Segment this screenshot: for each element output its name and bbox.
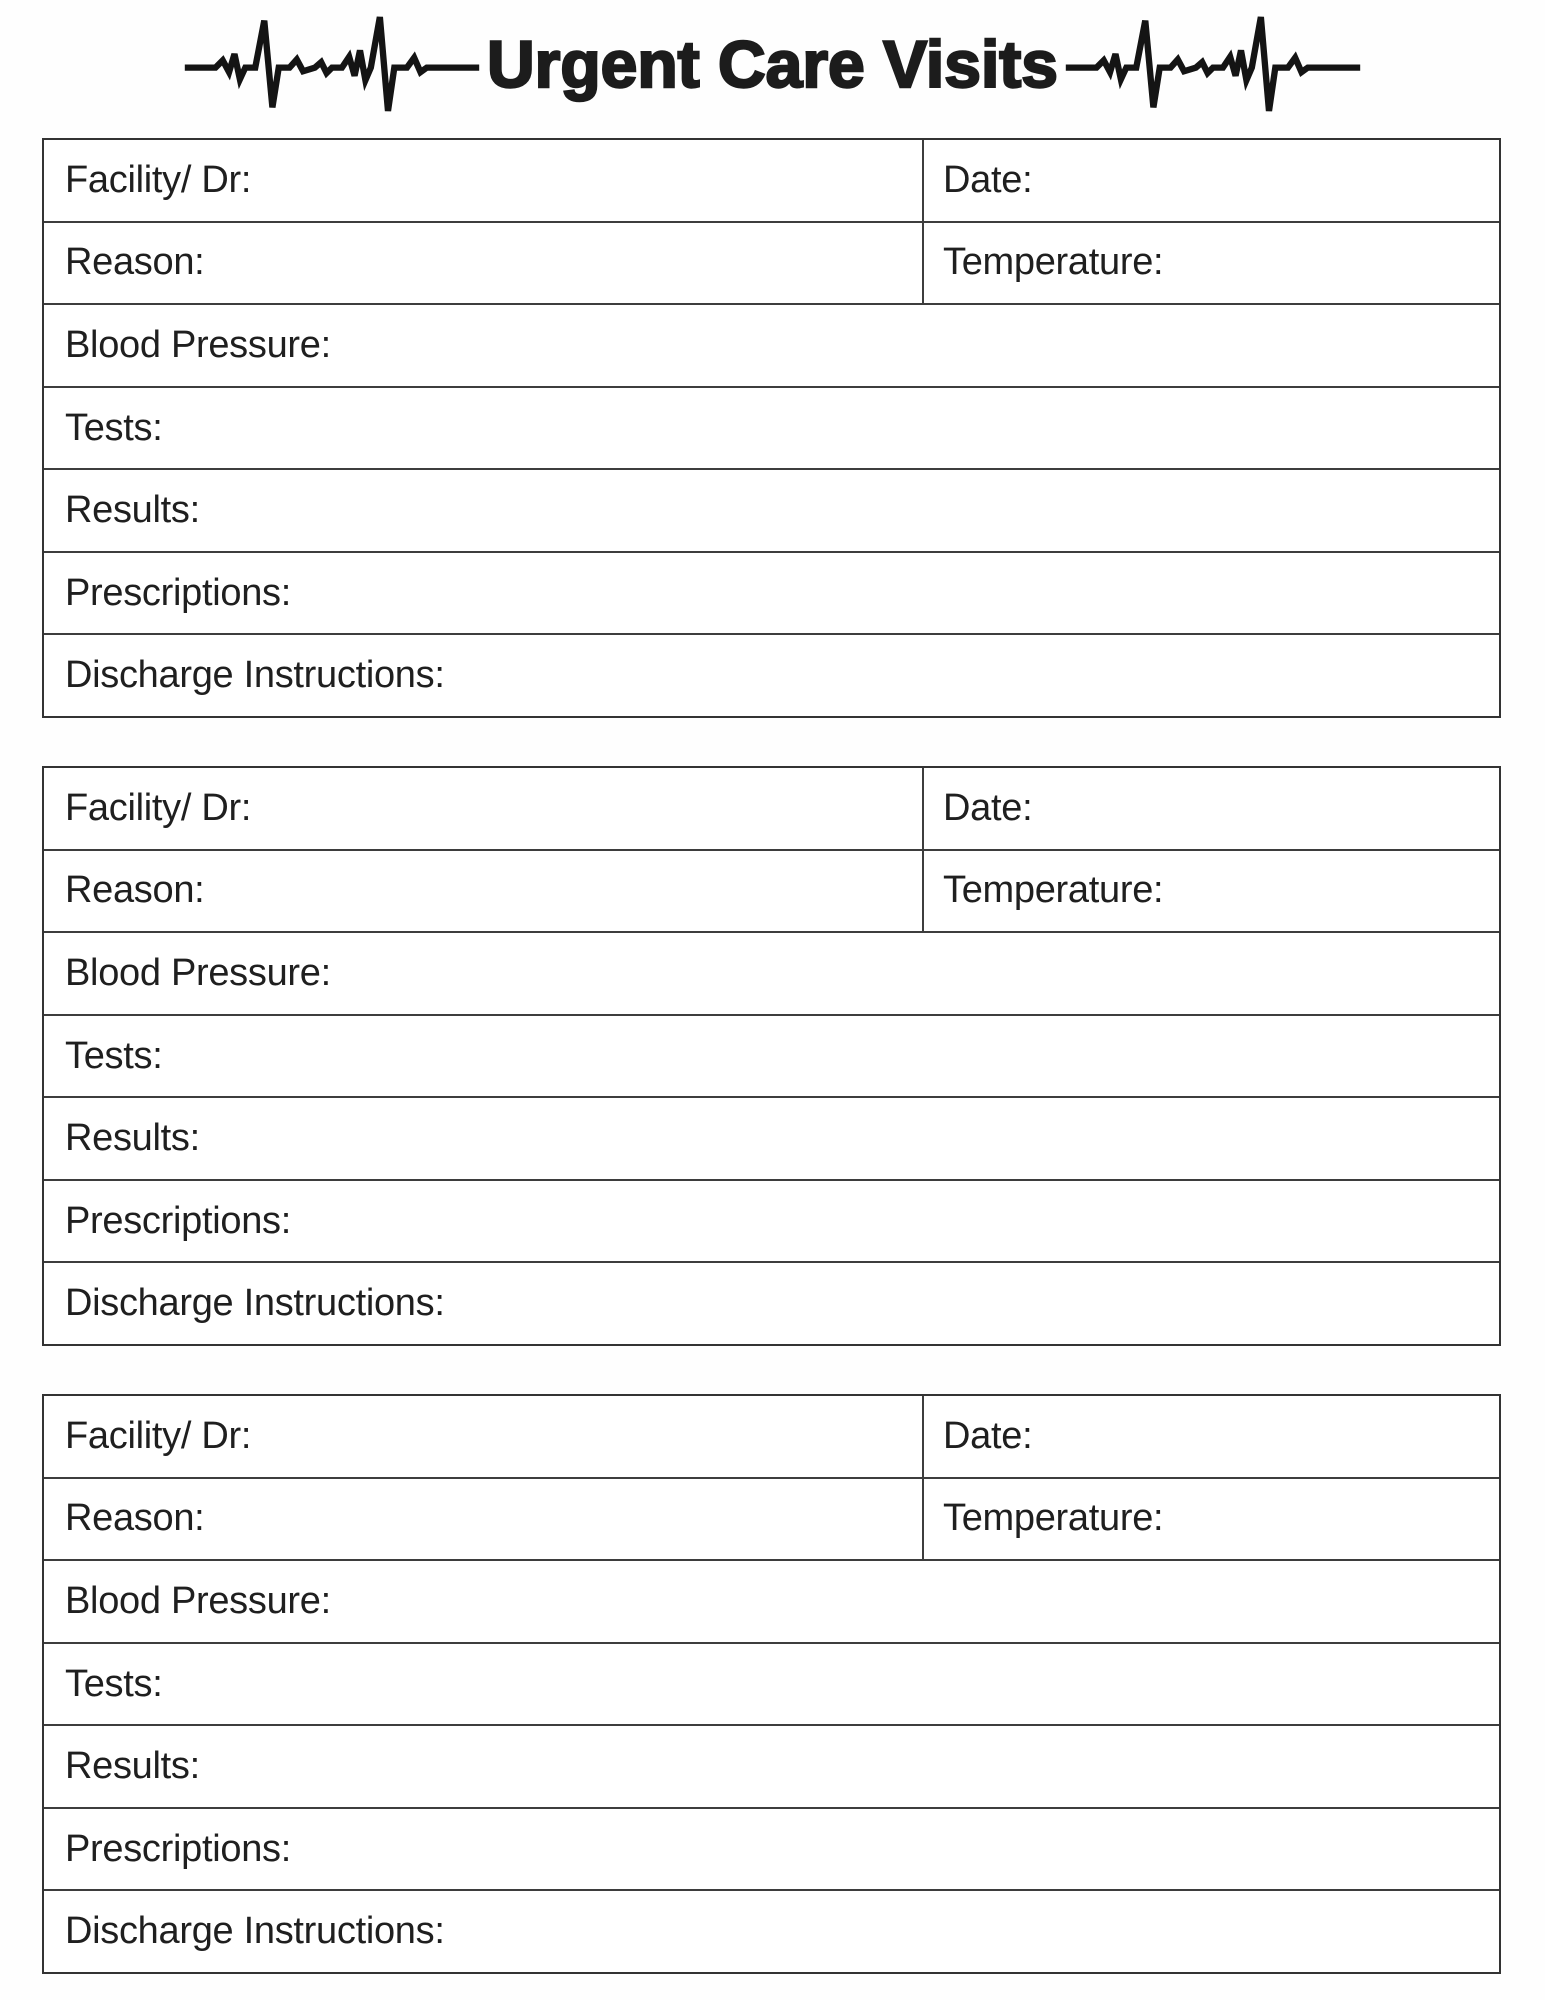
temperature-label: Temperature:: [943, 1497, 1164, 1540]
facility-cell: [44, 140, 922, 221]
discharge-instructions-fill-area: [445, 1303, 1489, 1304]
ekg-heartbeat-icon: [1064, 8, 1362, 120]
reason-cell: [44, 851, 922, 932]
tests-cell: [44, 1644, 1499, 1725]
temperature-cell: [922, 223, 1499, 304]
temperature-label: Temperature:: [943, 869, 1164, 912]
blood-pressure-fill-area: [331, 973, 1489, 974]
row-prescriptions: [44, 1807, 1499, 1890]
results-label: Results:: [65, 489, 200, 532]
discharge-instructions-cell: [44, 1263, 1499, 1344]
row-prescriptions: [44, 1179, 1499, 1262]
results-cell: [44, 470, 1499, 551]
results-cell: [44, 1726, 1499, 1807]
row-results: [44, 468, 1499, 551]
temperature-cell: [922, 1479, 1499, 1560]
facility-cell: [44, 768, 922, 849]
results-fill-area: [200, 1138, 1489, 1139]
discharge-instructions-cell: [44, 1891, 1499, 1972]
prescriptions-cell: [44, 553, 1499, 634]
visit-entry-table-3: [42, 1394, 1501, 1974]
date-cell: [922, 768, 1499, 849]
tests-fill-area: [162, 1684, 1489, 1685]
reason-fill-area: [204, 262, 912, 263]
blood-pressure-label: Blood Pressure:: [65, 1579, 331, 1622]
row-prescriptions: [44, 551, 1499, 634]
date-label: Date:: [943, 786, 1033, 829]
page-title: Urgent Care Visits: [487, 27, 1058, 101]
facility-label: Facility/ Dr:: [65, 786, 252, 829]
facility-fill-area: [251, 1436, 912, 1437]
facility-fill-area: [251, 180, 912, 181]
reason-label: Reason:: [65, 1497, 205, 1540]
tests-fill-area: [162, 428, 1489, 429]
discharge-instructions-label: Discharge Instructions:: [65, 654, 445, 697]
tests-label: Tests:: [65, 406, 163, 449]
row-reason-temperature: [44, 221, 1499, 304]
reason-fill-area: [204, 1518, 912, 1519]
prescriptions-label: Prescriptions:: [65, 1199, 291, 1242]
tests-fill-area: [162, 1056, 1489, 1057]
date-cell: [922, 1396, 1499, 1477]
row-facility-date: [44, 140, 1499, 221]
temperature-cell: [922, 851, 1499, 932]
reason-cell: [44, 1479, 922, 1560]
date-fill-area: [1032, 180, 1489, 181]
discharge-instructions-label: Discharge Instructions:: [65, 1910, 445, 1953]
discharge-instructions-fill-area: [445, 675, 1489, 676]
row-reason-temperature: [44, 1477, 1499, 1560]
blood-pressure-label: Blood Pressure:: [65, 951, 331, 994]
temperature-label: Temperature:: [943, 241, 1164, 284]
row-discharge-instructions: [44, 1889, 1499, 1972]
date-fill-area: [1032, 808, 1489, 809]
prescriptions-cell: [44, 1181, 1499, 1262]
prescriptions-cell: [44, 1809, 1499, 1890]
facility-label: Facility/ Dr:: [65, 158, 252, 201]
date-fill-area: [1032, 1436, 1489, 1437]
row-results: [44, 1724, 1499, 1807]
tests-cell: [44, 1016, 1499, 1097]
facility-cell: [44, 1396, 922, 1477]
row-tests: [44, 1642, 1499, 1725]
prescriptions-fill-area: [291, 593, 1489, 594]
blood-pressure-label: Blood Pressure:: [65, 323, 331, 366]
discharge-instructions-fill-area: [445, 1931, 1489, 1932]
prescriptions-fill-area: [291, 1221, 1489, 1222]
tests-label: Tests:: [65, 1662, 163, 1705]
visit-entry-table-1: [42, 138, 1501, 718]
row-blood-pressure: [44, 1559, 1499, 1642]
row-facility-date: [44, 768, 1499, 849]
results-fill-area: [200, 1766, 1489, 1767]
row-results: [44, 1096, 1499, 1179]
temperature-fill-area: [1163, 262, 1489, 263]
row-discharge-instructions: [44, 1261, 1499, 1344]
reason-fill-area: [204, 890, 912, 891]
discharge-instructions-cell: [44, 635, 1499, 716]
row-tests: [44, 386, 1499, 469]
blood-pressure-cell: [44, 933, 1499, 1014]
reason-cell: [44, 223, 922, 304]
row-facility-date: [44, 1396, 1499, 1477]
facility-label: Facility/ Dr:: [65, 1414, 252, 1457]
date-label: Date:: [943, 158, 1033, 201]
reason-label: Reason:: [65, 241, 205, 284]
ekg-heartbeat-icon: [183, 8, 481, 120]
temperature-fill-area: [1163, 890, 1489, 891]
facility-fill-area: [251, 808, 912, 809]
prescriptions-fill-area: [291, 1849, 1489, 1850]
results-label: Results:: [65, 1117, 200, 1160]
blood-pressure-fill-area: [331, 1601, 1489, 1602]
blood-pressure-fill-area: [331, 345, 1489, 346]
blood-pressure-cell: [44, 305, 1499, 386]
document-header: [0, 0, 1545, 138]
discharge-instructions-label: Discharge Instructions:: [65, 1282, 445, 1325]
row-discharge-instructions: [44, 633, 1499, 716]
prescriptions-label: Prescriptions:: [65, 1827, 291, 1870]
results-label: Results:: [65, 1745, 200, 1788]
tests-cell: [44, 388, 1499, 469]
row-tests: [44, 1014, 1499, 1097]
blood-pressure-cell: [44, 1561, 1499, 1642]
visit-entry-table-2: [42, 766, 1501, 1346]
reason-label: Reason:: [65, 869, 205, 912]
row-reason-temperature: [44, 849, 1499, 932]
results-cell: [44, 1098, 1499, 1179]
date-label: Date:: [943, 1414, 1033, 1457]
tests-label: Tests:: [65, 1034, 163, 1077]
row-blood-pressure: [44, 931, 1499, 1014]
results-fill-area: [200, 510, 1489, 511]
prescriptions-label: Prescriptions:: [65, 571, 291, 614]
temperature-fill-area: [1163, 1518, 1489, 1519]
date-cell: [922, 140, 1499, 221]
row-blood-pressure: [44, 303, 1499, 386]
